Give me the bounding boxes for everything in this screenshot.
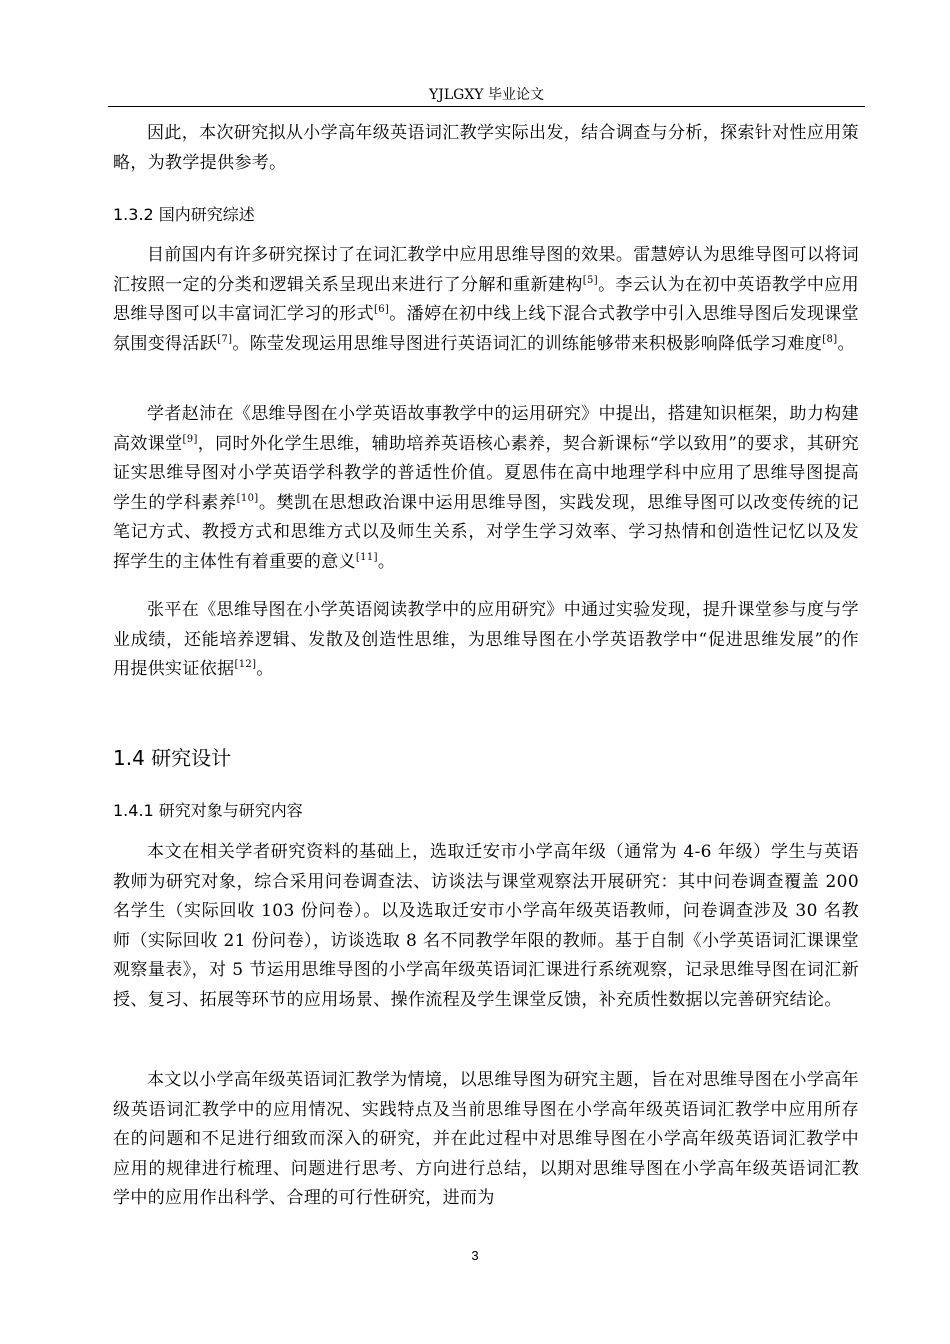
section-heading: 1.4 研究设计 xyxy=(113,746,232,770)
paragraph-text: 本文在相关学者研究资料的基础上，选取迁安市小学高年级（通常为 4-6 年级）学生与英语教师为研究对象，综合采用问卷调查法、访谈法与课堂观察法开展研究：其中问卷调查覆盖 200 名学生（实际回收 103 份问卷）。以及选取迁安市小学高年级英语教师，问卷调查涉及 30 名教师（实际回收 21 份问卷），访谈选取 8 名不同教学年限的教师。基于自制《小学英语词汇课课堂观察量表》，对 5 节运用思维导图的小学高年级英语词汇课进行系统观察，记录思维导图在词汇新授、复习、拓展等环节的应用场景、操作流程及学生课堂反馈，补充质性数据以完善研究结论。 xyxy=(113,842,859,1010)
paragraph-text: 张平在《思维导图在小学英语阅读教学中的应用研究》中通过实验发现，提升课堂参与度与学业成绩，还能培养逻辑、发散及创造性思维，为思维导图在小学英语教学中“促进思维发展”的作用提供实证依据 xyxy=(113,600,859,679)
citation-ref: [7] xyxy=(217,333,233,345)
citation-ref: [10] xyxy=(236,492,259,504)
citation-ref: [9] xyxy=(182,433,198,445)
page-number: 3 xyxy=(471,1248,479,1263)
paragraph-text: 。李云认为在初中英语教学中应用思维导图可以丰富词汇学习的形式 xyxy=(113,274,860,324)
paragraph-text: ，同时外化学生思维，辅助培养英语核心素养，契合新课标“学以致用”的要求，其研究证实思维导图对小学英语学科教学的普适性价值。夏恩伟在高中地理学科中应用了思维导图提高学生的学科素养 xyxy=(113,433,859,513)
citation-ref: [6] xyxy=(374,304,390,315)
heading-1-4-1 xyxy=(113,799,859,823)
paragraph-text: 目前国内有许多研究探讨了在词汇教学中应用思维导图的效果。雷慧婷认为思维导图可以将词汇按照一定的分类和逻辑关系呈现出来进行了分解和重新建构 xyxy=(113,245,859,295)
heading-1-3-2 xyxy=(113,203,859,227)
citation-ref: [5] xyxy=(582,274,599,286)
paragraph-research-content xyxy=(113,1066,859,1214)
paragraph-text: 学者赵沛在《思维导图在小学英语故事教学中的运用研究》中提出，搭建知识框架，助力构建高效课堂 xyxy=(113,404,859,454)
paragraph-text: 。 xyxy=(377,551,396,572)
paragraph-domestic-research-3 xyxy=(113,596,859,685)
paragraph-text: 。 xyxy=(256,659,274,679)
paragraph-intro-conclusion xyxy=(113,119,859,178)
paragraph-domestic-research-1 xyxy=(113,241,859,359)
section-heading: 1.4.1 研究对象与研究内容 xyxy=(113,801,303,820)
paragraph-text: 因此，本次研究拟从小学高年级英语词汇教学实际出发，结合调查与分析，探索针对性应用策略，为教学提供参考。 xyxy=(113,123,859,173)
paragraph-text: 。陈莹发现运用思维导图进行英语词汇的训练能够带来积极影响降低学习难度 xyxy=(232,333,823,354)
paragraph-text: 。 xyxy=(837,333,855,354)
section-heading: 1.3.2 国内研究综述 xyxy=(113,205,255,224)
paragraph-text: 。潘婷在初中线上线下混合式教学中引入思维导图后发现课堂氛围变得活跃 xyxy=(113,304,860,354)
running-header: YJLGXY 毕业论文 xyxy=(429,87,544,103)
citation-ref: [12] xyxy=(234,659,257,670)
header-rule xyxy=(108,106,865,107)
paragraph-text: 。樊凯在思想政治课中运用思维导图，实践发现，思维导图可以改变传统的记笔记方式、教授方式和思维方式以及师生关系，对学生学习效率、学习热情和创造性记忆以及发挥学生的主体性有着重要的意义 xyxy=(113,492,859,572)
citation-ref: [8] xyxy=(822,333,838,345)
paragraph-text: 本文以小学高年级英语词汇教学为情境，以思维导图为研究主题，旨在对思维导图在小学高年级英语词汇教学中的应用情况、实践特点及当前思维导图在小学高年级英语词汇教学中应用所存在的问题和不足进行细致而深入的研究，并在此过程中对思维导图在小学高年级英语词汇教学中应用的规律进行梳理、问题进行思考、方向进行总结，以期对思维导图在小学高年级英语词汇教学中的应用作出科学、合理的可行性研究，进而为 xyxy=(113,1070,859,1208)
citation-ref: [11] xyxy=(355,551,378,563)
paragraph-research-subjects xyxy=(113,838,859,1015)
heading-1-4 xyxy=(113,744,859,772)
paragraph-domestic-research-2 xyxy=(113,400,859,577)
